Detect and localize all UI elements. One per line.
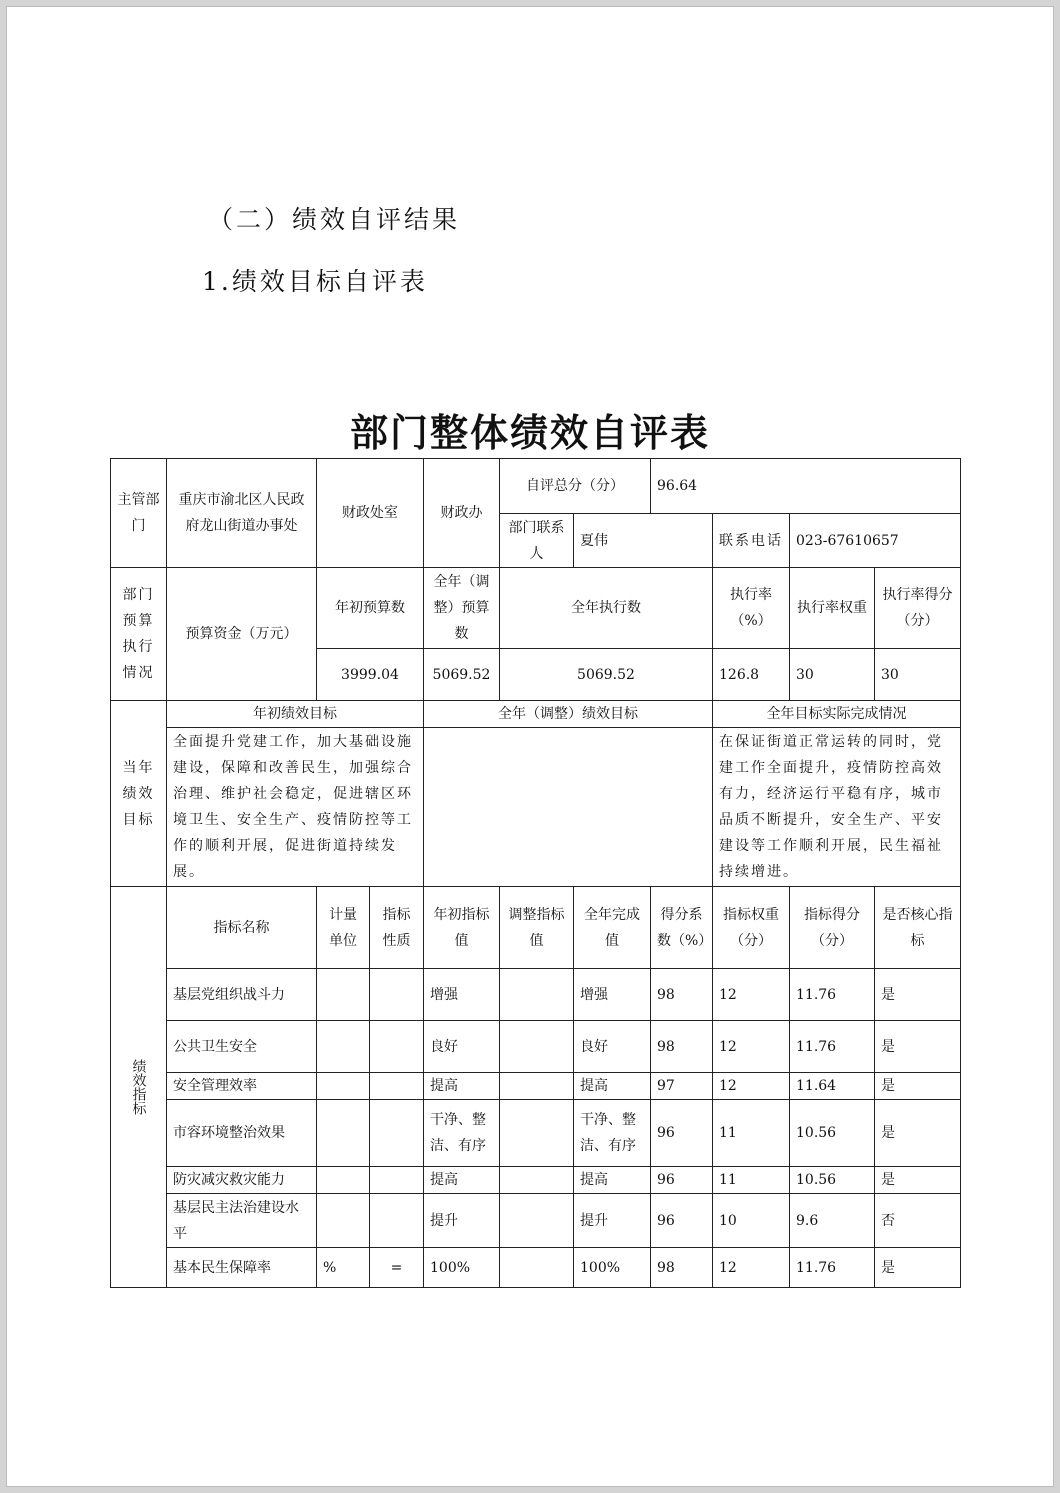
ind-core: 是 bbox=[875, 1248, 961, 1288]
ind-score: 11.76 bbox=[790, 969, 875, 1021]
ind-unit bbox=[317, 1167, 370, 1194]
ind-adjusted bbox=[500, 1073, 574, 1100]
dept-label: 主管部门 bbox=[117, 492, 160, 534]
score-value: 96.64 bbox=[657, 478, 698, 494]
ind-core: 否 bbox=[875, 1194, 961, 1248]
ind-name: 安全管理效率 bbox=[167, 1073, 317, 1100]
goal-adjusted-header bbox=[424, 701, 713, 728]
ind-header-initial-text: 年初指标值 bbox=[433, 906, 490, 949]
initial-budget-value-cell bbox=[317, 649, 424, 701]
office2-cell bbox=[424, 459, 500, 568]
ind-score: 11.76 bbox=[790, 1248, 875, 1288]
office2: 财政办 bbox=[440, 505, 483, 521]
office1: 财政处室 bbox=[342, 505, 398, 521]
ind-weight: 12 bbox=[713, 1073, 790, 1100]
ind-weight: 12 bbox=[713, 1021, 790, 1073]
phone-value: 023-67610657 bbox=[796, 532, 899, 549]
ind-header-coef-text: 得分系数（%） bbox=[657, 906, 713, 949]
ind-name: 基层民主法治建设水平 bbox=[167, 1194, 317, 1248]
ind-core: 是 bbox=[875, 1167, 961, 1194]
ind-nature bbox=[370, 1073, 424, 1100]
contact-name: 夏伟 bbox=[580, 532, 608, 549]
ind-adjusted bbox=[500, 1248, 574, 1288]
fund-label: 预算资金（万元） bbox=[185, 626, 298, 642]
ind-header-nature-text: 指标性质 bbox=[382, 906, 411, 949]
ind-initial: 100% bbox=[424, 1248, 500, 1288]
ind-completed: 提高 bbox=[574, 1167, 651, 1194]
ind-header-score bbox=[790, 887, 875, 969]
goal-actual-header bbox=[713, 701, 961, 728]
ind-header-completed-text: 全年完成值 bbox=[584, 906, 640, 949]
ind-initial: 提高 bbox=[424, 1073, 500, 1100]
ind-initial: 提升 bbox=[424, 1194, 500, 1248]
table-row bbox=[111, 1248, 961, 1288]
ind-nature bbox=[370, 1021, 424, 1073]
indicators-section-label: 绩效指标 bbox=[130, 1059, 147, 1115]
initial-budget-value: 3999.04 bbox=[341, 666, 399, 683]
ind-header-name-text: 指标名称 bbox=[213, 919, 270, 936]
weight-header bbox=[790, 568, 875, 649]
fund-label-cell bbox=[167, 568, 317, 701]
ind-coef: 98 bbox=[651, 969, 713, 1021]
ind-header-nature bbox=[370, 887, 424, 969]
weight-value-cell bbox=[790, 649, 875, 701]
ind-name: 市容环境整治效果 bbox=[167, 1100, 317, 1167]
executed-label: 全年执行数 bbox=[571, 600, 641, 616]
rate-label: 执行率（%） bbox=[730, 587, 772, 629]
ind-nature: = bbox=[370, 1248, 424, 1288]
ind-header-name bbox=[167, 887, 317, 969]
goal-initial-text: 全面提升党建工作，加大基础设施建设，保障和改善民生，加强综合治理、维护社会稳定，促进辖区环境卫生、安全生产、疫情防控等工作的顺利开展，促进街道持续发展。 bbox=[173, 734, 413, 880]
table-row bbox=[111, 1073, 961, 1100]
adjusted-budget-value-cell bbox=[424, 649, 500, 701]
table-row bbox=[111, 969, 961, 1021]
ind-score: 9.6 bbox=[790, 1194, 875, 1248]
ind-completed: 提升 bbox=[574, 1194, 651, 1248]
ind-core: 是 bbox=[875, 1100, 961, 1167]
score-value-budget-cell bbox=[875, 649, 961, 701]
initial-budget-label: 年初预算数 bbox=[335, 600, 405, 616]
ind-header-initial bbox=[424, 887, 500, 969]
table-row bbox=[111, 1100, 961, 1167]
adjusted-budget-value: 5069.52 bbox=[432, 666, 491, 683]
goal-adjusted-label: 全年（调整）绩效目标 bbox=[498, 706, 638, 722]
ind-core: 是 bbox=[875, 969, 961, 1021]
ind-weight: 11 bbox=[713, 1167, 790, 1194]
score-label: 自评总分（分） bbox=[526, 478, 624, 494]
ind-adjusted bbox=[500, 1167, 574, 1194]
ind-completed: 增强 bbox=[574, 969, 651, 1021]
ind-header-coef bbox=[651, 887, 713, 969]
goal-actual-text: 在保证街道正常运转的同时，党建工作全面提升，疫情防控高效有力，经济运行平稳有序，城市品质不断提升，安全生产、平安建设等工作顺利开展，民生福祉持续增进。 bbox=[719, 734, 943, 880]
ind-unit bbox=[317, 1073, 370, 1100]
ind-header-core bbox=[875, 887, 961, 969]
ind-name: 公共卫生安全 bbox=[167, 1021, 317, 1073]
executed-value-cell bbox=[500, 649, 713, 701]
ind-name: 基本民生保障率 bbox=[167, 1248, 317, 1288]
dept-label-cell bbox=[111, 459, 167, 568]
goal-actual-label: 全年目标实际完成情况 bbox=[766, 706, 907, 722]
executed-value: 5069.52 bbox=[577, 666, 635, 683]
ind-coef: 98 bbox=[651, 1021, 713, 1073]
indicators-section-cell bbox=[111, 887, 167, 1288]
ind-score: 10.56 bbox=[790, 1100, 875, 1167]
score-header bbox=[875, 568, 961, 649]
rate-value-cell bbox=[713, 649, 790, 701]
table-title: 部门整体绩效自评表 bbox=[349, 410, 710, 455]
score-label-budget: 执行率得分（分） bbox=[882, 587, 953, 629]
score-value-budget: 30 bbox=[881, 666, 899, 683]
ind-unit bbox=[317, 969, 370, 1021]
phone-value-cell bbox=[790, 514, 961, 568]
score-value-cell bbox=[651, 459, 961, 514]
contact-label-cell bbox=[500, 514, 574, 568]
ind-initial: 增强 bbox=[424, 969, 500, 1021]
ind-score: 11.64 bbox=[790, 1073, 875, 1100]
subsection-heading: 1.绩效目标自评表 bbox=[202, 267, 428, 296]
ind-adjusted bbox=[500, 1021, 574, 1073]
ind-initial: 良好 bbox=[424, 1021, 500, 1073]
ind-nature bbox=[370, 969, 424, 1021]
goal-initial-label: 年初绩效目标 bbox=[253, 706, 337, 722]
goal-adjusted-text-cell bbox=[424, 728, 713, 887]
ind-weight: 12 bbox=[713, 969, 790, 1021]
ind-header-score-text: 指标得分（分） bbox=[804, 906, 860, 949]
contact-label: 部门联系人 bbox=[508, 519, 565, 562]
ind-core: 是 bbox=[875, 1073, 961, 1100]
ind-weight: 12 bbox=[713, 1248, 790, 1288]
goal-initial-text-cell bbox=[167, 728, 424, 887]
ind-header-unit-text: 计量单位 bbox=[329, 906, 357, 949]
office1-cell bbox=[317, 459, 424, 568]
ind-score: 10.56 bbox=[790, 1167, 875, 1194]
ind-coef: 97 bbox=[651, 1073, 713, 1100]
ind-completed: 干净、整洁、有序 bbox=[574, 1100, 651, 1167]
rate-header bbox=[713, 568, 790, 649]
weight-value: 30 bbox=[796, 666, 814, 683]
goals-section-cell bbox=[111, 701, 167, 887]
ind-header-unit bbox=[317, 887, 370, 969]
ind-score: 11.76 bbox=[790, 1021, 875, 1073]
table-row bbox=[111, 1167, 961, 1194]
contact-name-cell bbox=[574, 514, 713, 568]
goal-initial-header bbox=[167, 701, 424, 728]
ind-coef: 96 bbox=[651, 1167, 713, 1194]
ind-core: 是 bbox=[875, 1021, 961, 1073]
phone-label: 联系电话 bbox=[719, 532, 783, 549]
ind-name: 基层党组织战斗力 bbox=[167, 969, 317, 1021]
ind-header-adjusted bbox=[500, 887, 574, 969]
ind-unit bbox=[317, 1194, 370, 1248]
ind-initial: 干净、整洁、有序 bbox=[424, 1100, 500, 1167]
executed-header bbox=[500, 568, 713, 649]
initial-budget-header bbox=[317, 568, 424, 649]
dept-name-cell bbox=[167, 459, 317, 568]
phone-label-cell bbox=[713, 514, 790, 568]
ind-nature bbox=[370, 1194, 424, 1248]
budget-section-cell bbox=[111, 568, 167, 701]
ind-unit bbox=[317, 1100, 370, 1167]
ind-completed: 100% bbox=[574, 1248, 651, 1288]
ind-completed: 提高 bbox=[574, 1073, 651, 1100]
ind-nature bbox=[370, 1167, 424, 1194]
ind-weight: 10 bbox=[713, 1194, 790, 1248]
adjusted-budget-label: 全年（调整）预算数 bbox=[433, 574, 490, 642]
rate-value: 126.8 bbox=[719, 666, 760, 683]
ind-coef: 98 bbox=[651, 1248, 713, 1288]
ind-unit bbox=[317, 1021, 370, 1073]
ind-name: 防灾减灾救灾能力 bbox=[167, 1167, 317, 1194]
dept-name: 重庆市渝北区人民政府龙山街道办事处 bbox=[178, 492, 305, 534]
ind-header-completed bbox=[574, 887, 651, 969]
ind-unit: % bbox=[317, 1248, 370, 1288]
ind-header-weight bbox=[713, 887, 790, 969]
ind-header-weight-text: 指标权重（分） bbox=[723, 906, 779, 949]
goal-actual-text-cell bbox=[713, 728, 961, 887]
ind-initial: 提高 bbox=[424, 1167, 500, 1194]
ind-nature bbox=[370, 1100, 424, 1167]
table-row bbox=[111, 1021, 961, 1073]
table-row bbox=[111, 1194, 961, 1248]
ind-completed: 良好 bbox=[574, 1021, 651, 1073]
ind-adjusted bbox=[500, 969, 574, 1021]
weight-label: 执行率权重 bbox=[797, 600, 867, 616]
section-heading: （二）绩效自评结果 bbox=[208, 205, 461, 234]
self-evaluation-table bbox=[110, 458, 961, 1288]
ind-adjusted bbox=[500, 1100, 574, 1167]
budget-section-label: 部门预算执行情况 bbox=[122, 587, 155, 681]
ind-header-adjusted-text: 调整指标值 bbox=[508, 906, 565, 949]
score-label-cell bbox=[500, 459, 651, 514]
goals-section-label: 当年绩效目标 bbox=[122, 759, 155, 828]
ind-weight: 11 bbox=[713, 1100, 790, 1167]
ind-header-core-text: 是否核心指标 bbox=[882, 906, 953, 949]
ind-coef: 96 bbox=[651, 1100, 713, 1167]
ind-adjusted bbox=[500, 1194, 574, 1248]
ind-coef: 96 bbox=[651, 1194, 713, 1248]
adjusted-budget-header bbox=[424, 568, 500, 649]
